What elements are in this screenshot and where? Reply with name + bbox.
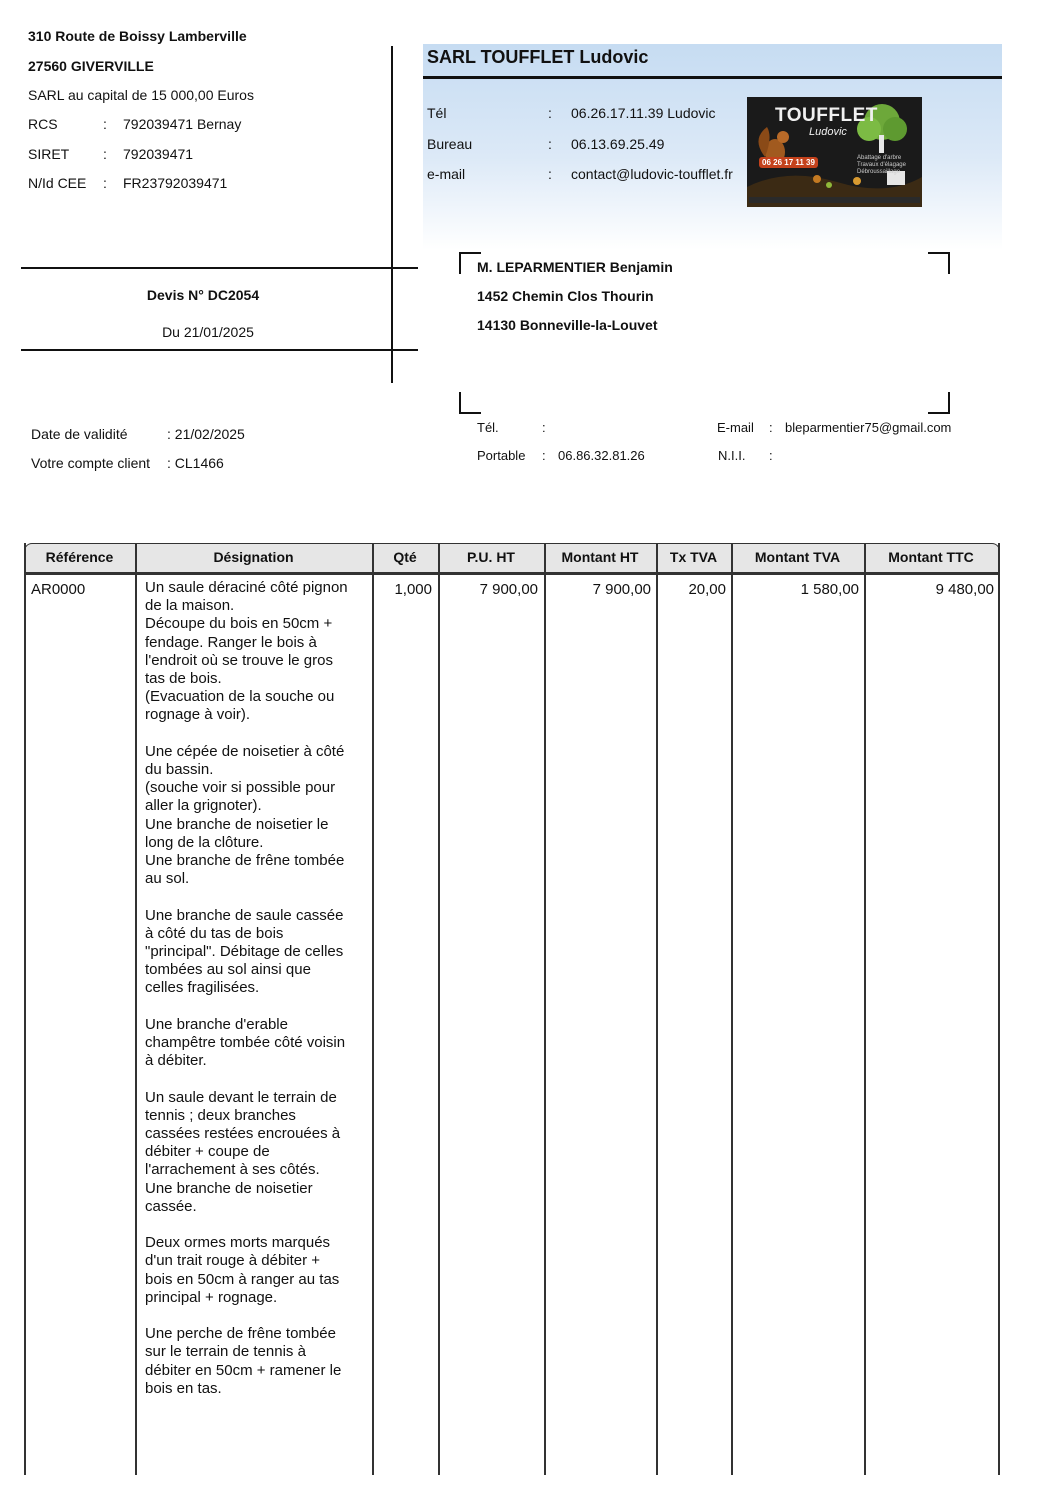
designation-line: Une perche de frêne tombée (145, 1325, 336, 1343)
header-montant-ttc: Montant TTC (888, 549, 974, 565)
designation-line: aller la grignoter). (145, 797, 262, 815)
designation-line: Une branche d'erable (145, 1015, 288, 1033)
quote-top-line (21, 267, 418, 269)
row-qty: 1,000 (394, 581, 432, 598)
client-nii-colon: : (769, 448, 773, 463)
designation-line: Une branche de saule cassée (145, 906, 344, 924)
company-name: SARL TOUFFLET Ludovic (427, 47, 649, 67)
seller-capital: SARL au capital de 15 000,00 Euros (28, 87, 254, 103)
logo-brand: TOUFFLET (775, 105, 878, 126)
logo-phone: 06 26 17 11 39 (759, 157, 818, 168)
designation-line: à débiter. (145, 1052, 207, 1070)
designation-line: tas de bois. (145, 670, 222, 688)
designation-line: au sol. (145, 870, 190, 888)
table-col-line (544, 543, 546, 1475)
header-designation: Désignation (213, 549, 294, 565)
siret-value: 792039471 (123, 146, 194, 162)
quote-date: Du 21/01/2025 (162, 324, 254, 340)
designation-line: Un saule déraciné côté pignon (145, 579, 348, 596)
designation-line: Un saule devant le terrain de (145, 1088, 337, 1106)
client-name: M. LEPARMENTIER Benjamin (477, 259, 673, 275)
table-col-line (656, 543, 658, 1475)
table-border-left (24, 543, 26, 1475)
row-montant-tva: 1 580,00 (800, 581, 859, 598)
header-montant-ht: Montant HT (561, 549, 639, 565)
nid-label: N/Id CEE (28, 175, 87, 191)
client-email-value: bleparmentier75@gmail.com (785, 420, 952, 435)
designation-line: "principal". Débitage de celles (145, 943, 344, 961)
designation-line: Deux ormes morts marqués (145, 1234, 331, 1252)
logo-sub: Ludovic (809, 126, 847, 138)
table-col-line (864, 543, 866, 1475)
designation-line: Une branche de noisetier (145, 1179, 313, 1197)
header-qty: Qté (393, 549, 417, 565)
client-portable-colon: : (542, 448, 546, 463)
client-address1: 1452 Chemin Clos Thourin (477, 288, 654, 304)
company-email-value: contact@ludovic-toufflet.fr (571, 166, 733, 182)
nid-value: FR23792039471 (123, 175, 228, 191)
header-reference: Référence (45, 549, 114, 565)
designation-line (145, 1216, 367, 1234)
nid-colon: : (103, 175, 107, 191)
siret-colon: : (103, 146, 107, 162)
company-tel-label: Tél (427, 105, 447, 121)
row-montant-ht: 7 900,00 (592, 581, 651, 598)
company-logo (747, 97, 922, 207)
company-bureau-label: Bureau (427, 136, 473, 152)
designation-line: bois en tas. (145, 1379, 222, 1397)
company-bureau-colon: : (548, 136, 552, 152)
client-portable-value: 06.86.32.81.26 (558, 448, 645, 463)
designation-line: Découpe du bois en 50cm + (145, 615, 333, 633)
company-tel-colon: : (548, 105, 552, 121)
account-label: Votre compte client (31, 455, 151, 471)
designation-line (145, 1307, 367, 1325)
header-tx-tva: Tx TVA (669, 549, 718, 565)
table-col-line (372, 543, 374, 1475)
corner-bottom-left (459, 392, 481, 414)
quote-number: Devis N° DC2054 (146, 287, 260, 303)
designation-line: champêtre tombée côté voisin (145, 1034, 346, 1052)
designation-line: d'un trait rouge à débiter + (145, 1252, 321, 1270)
designation-line: de la maison. (145, 597, 235, 615)
designation-line: (souche voir si possible pour (145, 779, 336, 797)
company-email-label: e-mail (427, 166, 466, 182)
validity-value: : 21/02/2025 (167, 426, 245, 442)
corner-top-right (928, 252, 950, 274)
table-border-right (998, 543, 1000, 1475)
designation-line: l'endroit où se trouve le gros (145, 651, 333, 669)
quote-bottom-line (21, 349, 418, 351)
designation-line: sur le terrain de tennis à (145, 1343, 306, 1361)
logo-service-1: Abattage d'arbre (857, 155, 902, 161)
seller-address-line2: 27560 GIVERVILLE (28, 58, 154, 74)
designation-line: Une branche de frêne tombée (145, 852, 345, 870)
client-email-colon: : (769, 420, 773, 435)
row-reference: AR0000 (31, 581, 86, 598)
row-pu-ht: 7 900,00 (479, 581, 538, 598)
designation-line: cassées restées encrouées à (145, 1125, 341, 1143)
logo-service-2: Travaux d'élagage (857, 162, 906, 168)
designation-line: tennis ; deux branches (145, 1106, 296, 1124)
client-portable-label: Portable (477, 448, 526, 463)
designation-line: rognage à voir). (145, 706, 251, 724)
company-title-underline (423, 76, 1002, 79)
client-address2: 14130 Bonneville-la-Louvet (477, 317, 658, 333)
designation-line: fendage. Ranger le bois à (145, 633, 317, 651)
validity-label: Date de validité (31, 426, 128, 442)
corner-bottom-right (928, 392, 950, 414)
company-email-colon: : (548, 166, 552, 182)
designation-line: principal + rognage. (145, 1288, 278, 1306)
header-montant-tva: Montant TVA (754, 549, 841, 565)
client-tel-label: Tél. (477, 420, 499, 435)
designation-line (145, 888, 367, 906)
table-col-line (438, 543, 440, 1475)
row-designation (145, 579, 367, 1398)
rcs-colon: : (103, 116, 107, 132)
row-montant-ttc: 9 480,00 (935, 581, 994, 598)
client-nii-label: N.I.I. (718, 448, 746, 463)
designation-line: du bassin. (145, 761, 214, 779)
designation-line: (Evacuation de la souche ou (145, 688, 335, 706)
table-col-line (135, 543, 137, 1475)
designation-line (145, 725, 367, 743)
designation-line: débiter + coupe de (145, 1143, 270, 1161)
row-tx-tva: 20,00 (688, 581, 726, 598)
designation-line: celles fragilisées. (145, 979, 260, 997)
table-header-separator (24, 573, 1000, 575)
designation-line: long de la clôture. (145, 833, 264, 851)
header-pu-ht: P.U. HT (467, 549, 515, 565)
designation-line (145, 998, 367, 1016)
designation-line: tombées au sol ainsi que (145, 961, 311, 979)
designation-line: bois en 50cm à ranger au tas (145, 1270, 340, 1288)
siret-label: SIRET (28, 146, 70, 162)
company-tel-value: 06.26.17.11.39 Ludovic (571, 105, 716, 121)
account-value: : CL1466 (167, 455, 224, 471)
designation-line: l'arrachement à ses côtés. (145, 1161, 320, 1179)
designation-line (145, 1070, 367, 1088)
designation-line: cassée. (145, 1197, 197, 1215)
client-tel-colon: : (542, 420, 546, 435)
logo-service-3: Débroussaillage (857, 169, 901, 175)
designation-line: à côté du tas de bois (145, 924, 284, 942)
designation-line: débiter en 50cm + ramener le (145, 1361, 342, 1379)
table-col-line (731, 543, 733, 1475)
designation-line: Une cépée de noisetier à côté (145, 742, 345, 760)
rcs-value: 792039471 Bernay (123, 116, 242, 132)
seller-address-line1: 310 Route de Boissy Lamberville (28, 28, 247, 44)
client-email-label: E-mail (717, 420, 754, 435)
company-bureau-value: 06.13.69.25.49 (571, 136, 665, 152)
rcs-label: RCS (28, 116, 58, 132)
designation-line: Une branche de noisetier le (145, 815, 329, 833)
